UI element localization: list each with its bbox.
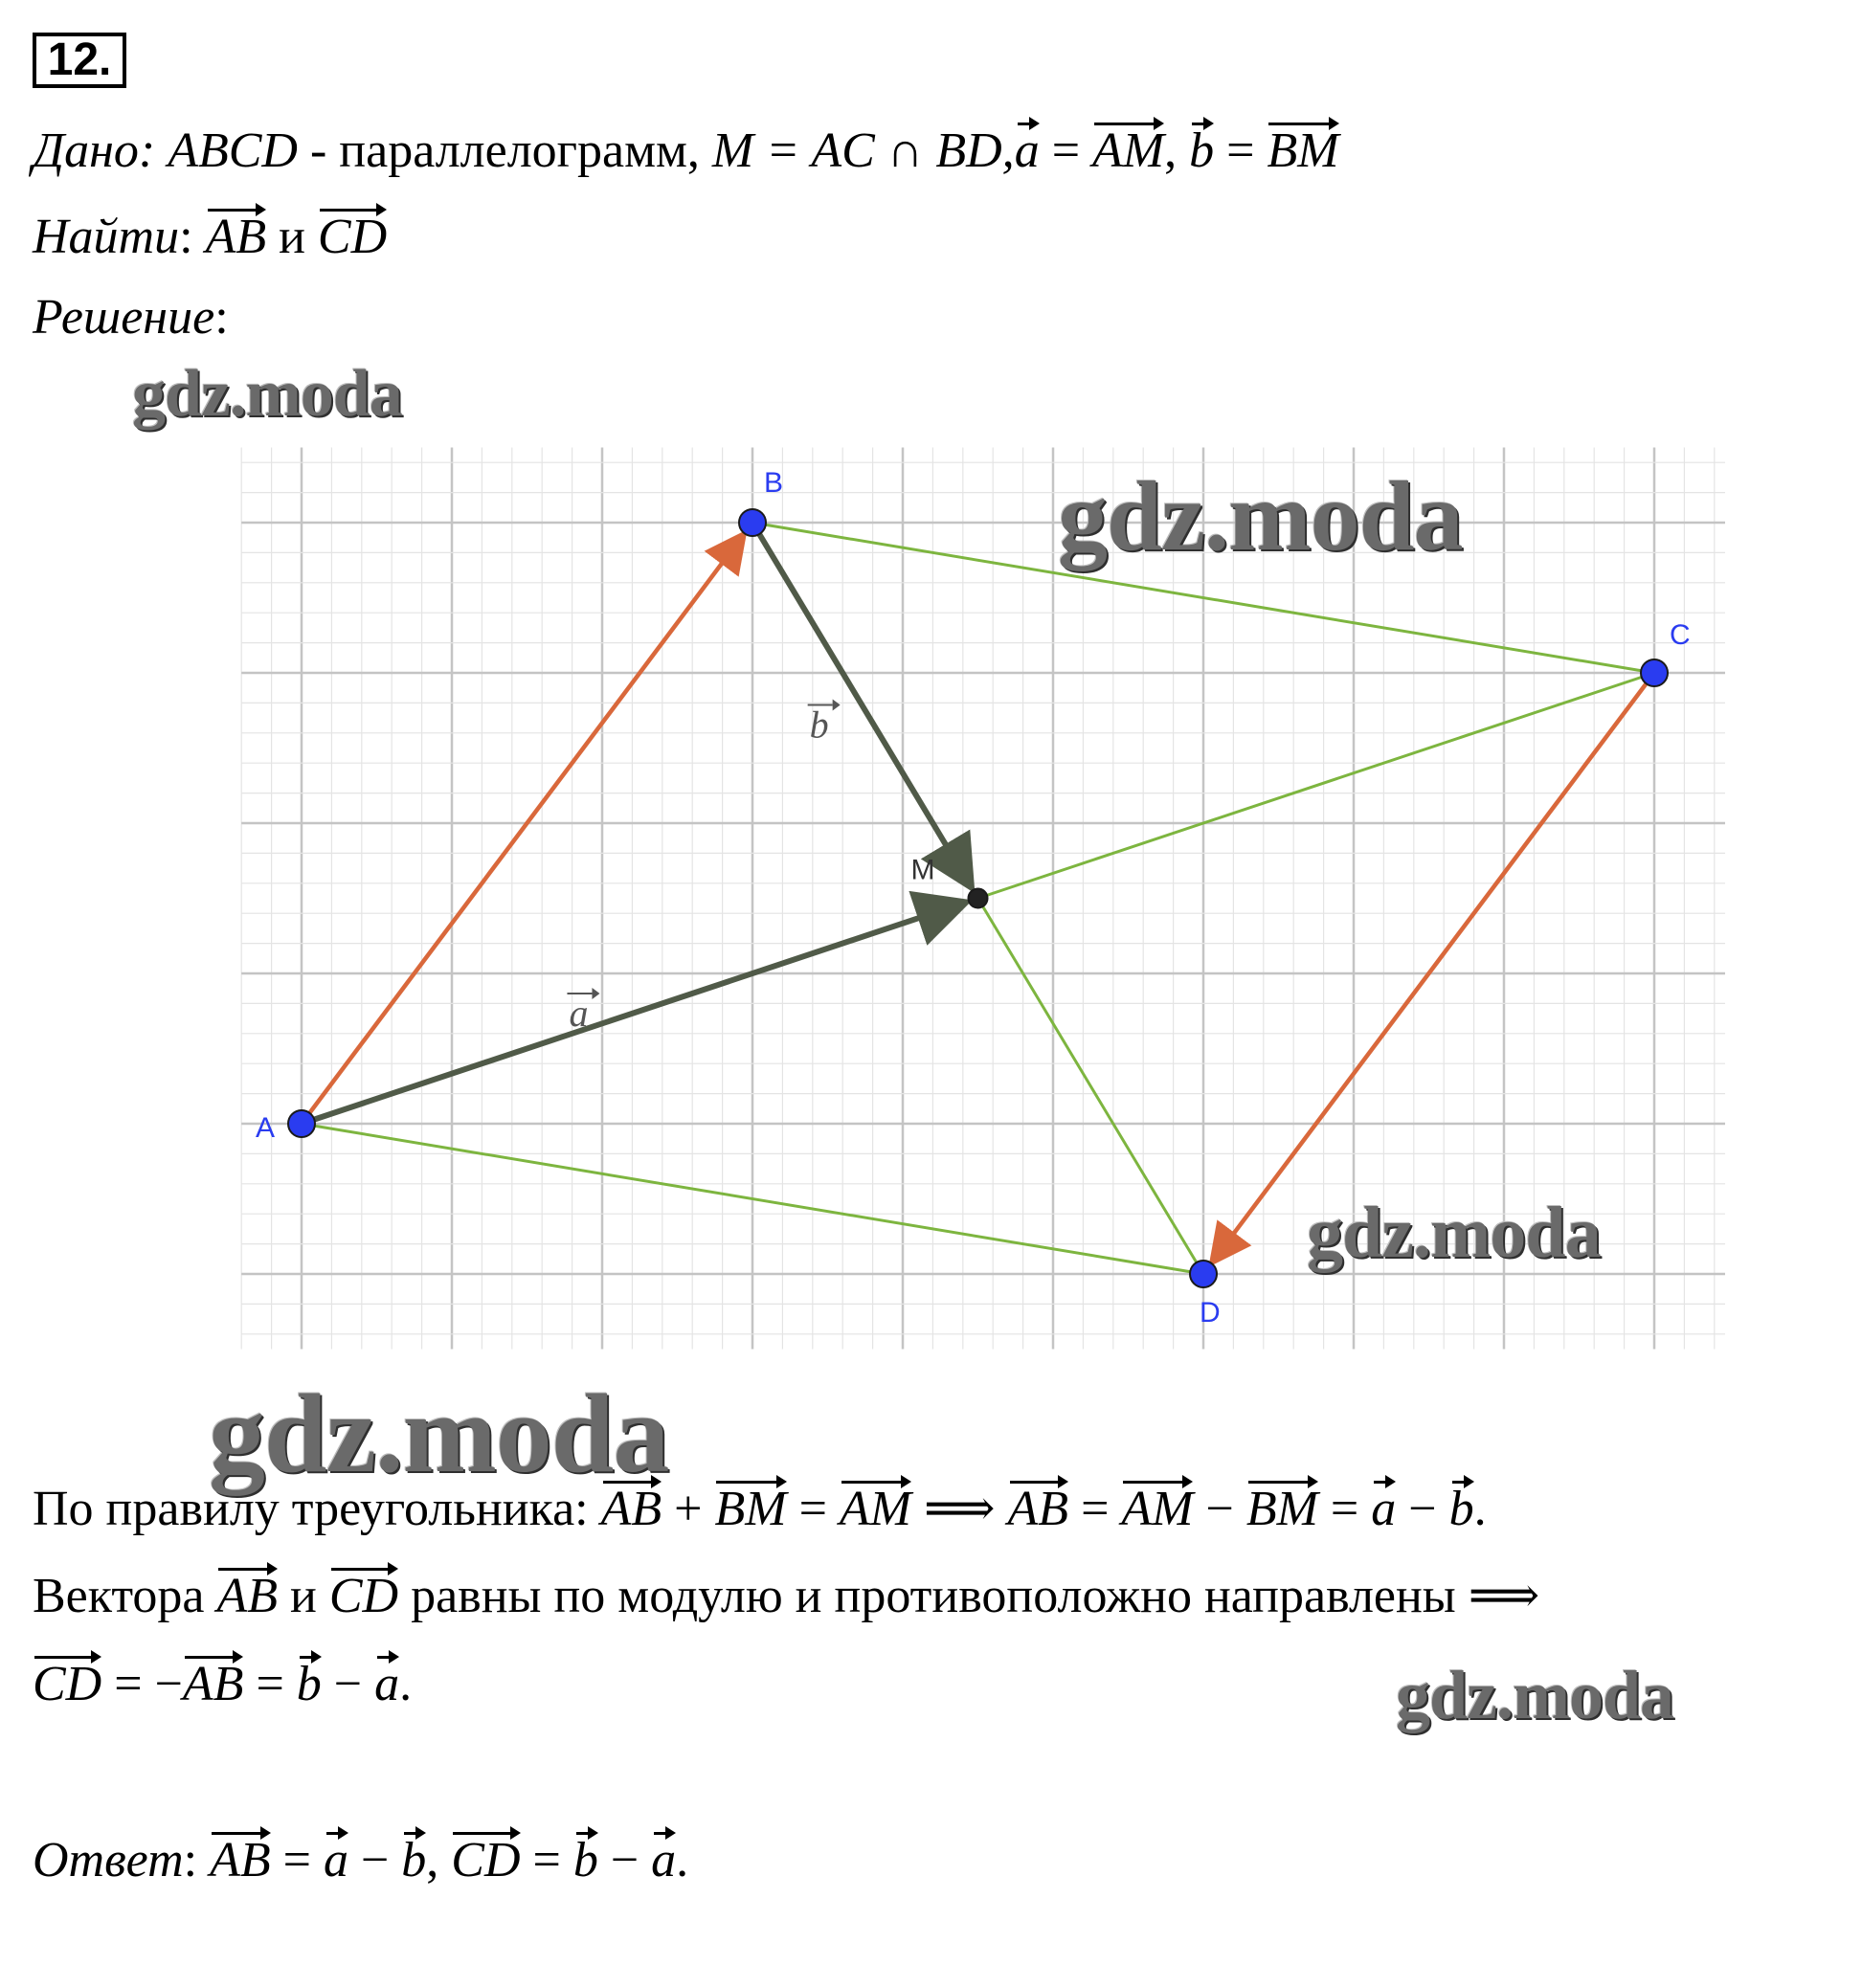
answer-b: b	[401, 1830, 426, 1888]
answer-comma: ,	[426, 1833, 452, 1887]
rule-bm: BM	[714, 1479, 786, 1537]
find-and: и	[266, 210, 318, 264]
rule-prefix: По правилу треугольника:	[33, 1482, 601, 1536]
find-colon: :	[179, 210, 206, 264]
rule-eq: =	[786, 1482, 840, 1536]
rule-plus: +	[662, 1482, 715, 1536]
diagram-label-a-arrow-head-icon	[592, 988, 599, 999]
point-label-d: D	[1200, 1297, 1221, 1329]
vector-a: a	[1015, 121, 1040, 179]
given-line	[33, 121, 1339, 179]
segment-md	[978, 899, 1204, 1275]
point-label-b: B	[764, 467, 784, 499]
rule-eq2: =	[1068, 1482, 1122, 1536]
answer-label: Ответ	[33, 1833, 184, 1887]
rule-minus: −	[1193, 1482, 1246, 1536]
vectors-text: равны по модулю и противоположно направлены ⟹	[398, 1569, 1540, 1623]
point-b	[739, 509, 766, 536]
given-comma: ,	[1164, 123, 1190, 178]
vectors-line	[33, 1566, 1539, 1624]
answer-dot: .	[676, 1833, 689, 1887]
given-figure: ABCD	[168, 123, 298, 178]
cd-line-b: b	[297, 1654, 322, 1712]
rule-ab: AB	[601, 1479, 662, 1537]
find-line	[33, 207, 387, 265]
answer-minus2: −	[597, 1833, 652, 1887]
answer-eq: =	[270, 1833, 324, 1887]
watermark-4: gdz.moda	[209, 1371, 669, 1496]
given-label: Дано:	[33, 123, 156, 178]
answer-a: a	[324, 1830, 348, 1888]
answer-line	[33, 1830, 688, 1888]
cd-line-minus: −	[321, 1657, 375, 1711]
rule-ab2: AB	[1008, 1479, 1069, 1537]
vector-bm: BM	[1267, 121, 1338, 179]
solution-colon: :	[214, 290, 229, 345]
cd-line-cd: CD	[33, 1654, 101, 1712]
rule-dot: .	[1473, 1482, 1487, 1536]
vector-am-arrow	[302, 904, 961, 1124]
find-vector-cd: CD	[318, 207, 387, 265]
given-eq2: =	[1214, 123, 1268, 178]
answer-a2: a	[651, 1830, 676, 1888]
rule-am2: AM	[1121, 1479, 1193, 1537]
diagram-label-b: b	[809, 703, 829, 747]
vectors-cd: CD	[329, 1566, 398, 1624]
watermark-3: gdz.moda	[1307, 1193, 1601, 1273]
point-label-a: A	[256, 1112, 276, 1144]
cd-line-dot: .	[399, 1657, 413, 1711]
find-label: Найти	[33, 210, 180, 264]
given-m-eq: M = AC ∩ BD,	[711, 123, 1015, 178]
vectors-and: и	[278, 1569, 329, 1623]
rule-am: AM	[840, 1479, 911, 1537]
rule-eq3: =	[1317, 1482, 1372, 1536]
rule-bm2: BM	[1246, 1479, 1318, 1537]
cd-line	[33, 1654, 412, 1712]
diagram-label-b-arrow-head-icon	[833, 700, 841, 711]
rule-implies: ⟹	[910, 1482, 1008, 1536]
answer-eq2: =	[520, 1833, 573, 1887]
cd-line-eq: = −	[101, 1657, 183, 1711]
rule-minus2: −	[1396, 1482, 1449, 1536]
rule-b: b	[1449, 1479, 1474, 1537]
watermark-5: gdz.moda	[1396, 1657, 1674, 1733]
given-eq1: =	[1039, 123, 1093, 178]
vector-cd-arrow	[1214, 673, 1654, 1261]
rule-a: a	[1371, 1479, 1396, 1537]
cd-line-a: a	[374, 1654, 399, 1712]
solution-line	[33, 289, 229, 346]
watermark-2: gdz.moda	[1058, 461, 1463, 571]
point-d	[1190, 1261, 1217, 1287]
cd-line-eq2: =	[243, 1657, 297, 1711]
point-label-c: C	[1670, 619, 1691, 651]
triangle-rule-line	[33, 1479, 1487, 1537]
point-m	[969, 889, 988, 908]
watermark-1: gdz.moda	[132, 357, 402, 431]
answer-cd: CD	[451, 1830, 520, 1888]
answer-b2: b	[573, 1830, 598, 1888]
segment-mc	[978, 673, 1655, 899]
task-number-box	[33, 33, 126, 88]
diagram-label-a: a	[569, 991, 589, 1035]
task-number: 12.	[47, 34, 112, 85]
vectors-prefix: Вектора	[33, 1569, 217, 1623]
vector-b: b	[1189, 121, 1214, 179]
cd-line-ab: AB	[183, 1654, 244, 1712]
answer-colon: :	[183, 1833, 211, 1887]
given-text: - параллелограмм,	[297, 123, 712, 178]
find-vector-ab: AB	[206, 207, 267, 265]
solution-label: Решение	[33, 290, 215, 345]
point-label-m: M	[910, 854, 935, 886]
point-a	[288, 1110, 315, 1137]
vectors-ab: AB	[216, 1566, 278, 1624]
answer-minus: −	[348, 1833, 402, 1887]
vector-am: AM	[1092, 121, 1164, 179]
point-c	[1641, 659, 1668, 686]
vector-ab-arrow	[302, 536, 742, 1124]
answer-ab: AB	[210, 1830, 271, 1888]
